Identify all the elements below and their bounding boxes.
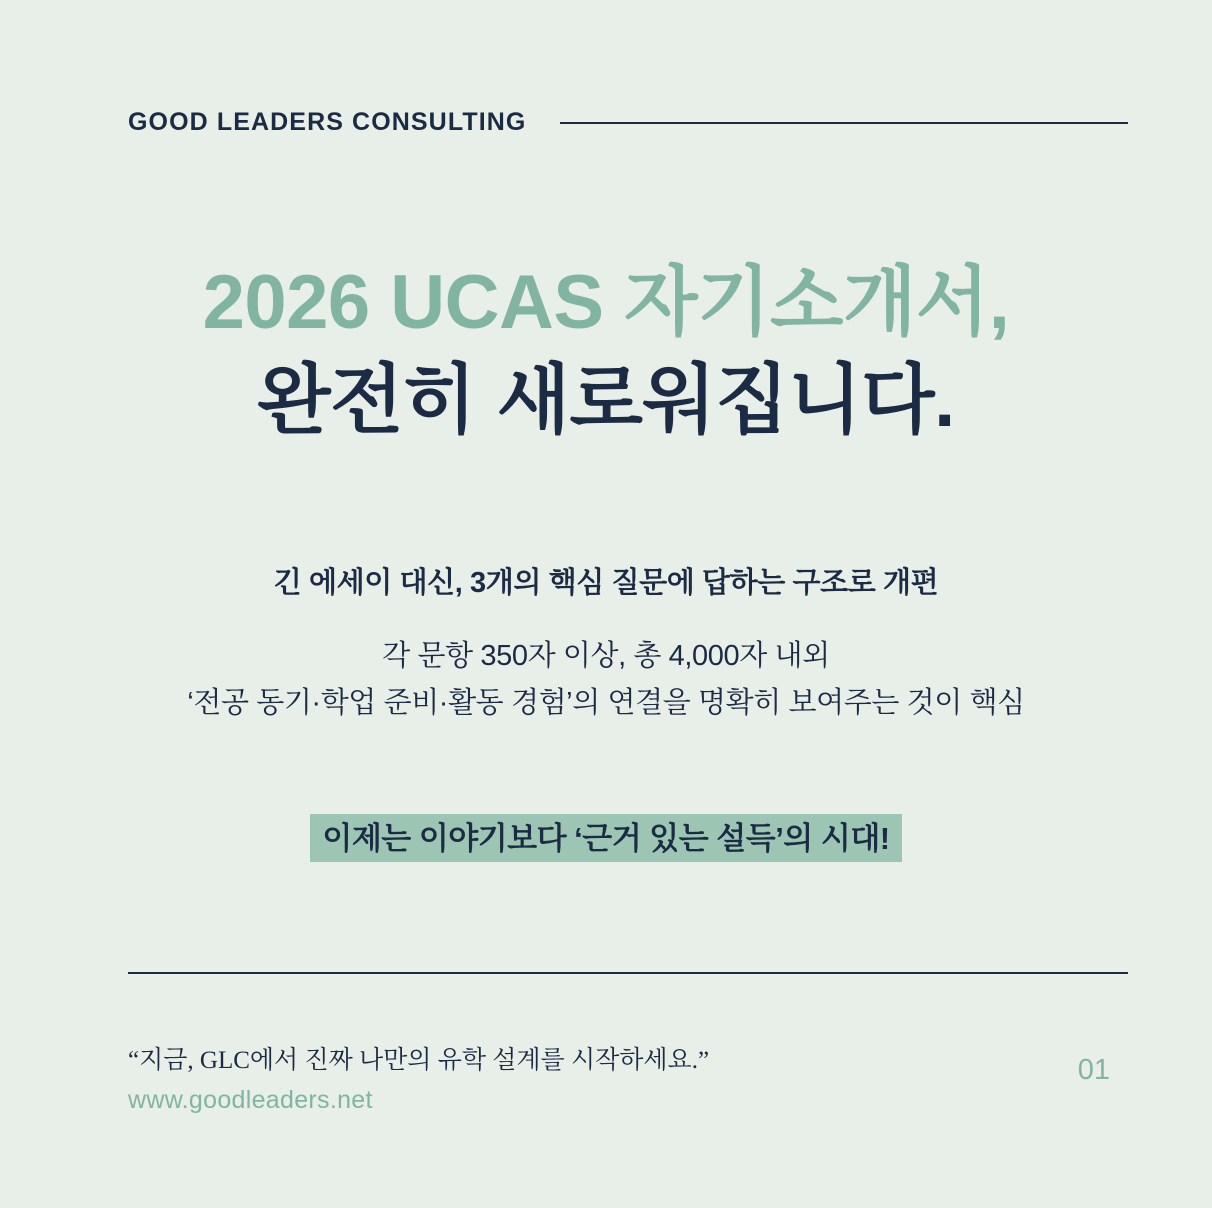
header-divider xyxy=(560,122,1128,124)
title-line-2: 완전히 새로워집니다. xyxy=(257,357,955,443)
highlight-wrapper xyxy=(0,814,1212,863)
brand-name: GOOD LEADERS CONSULTING xyxy=(128,108,527,136)
footer-quote: “지금, GLC에서 진짜 나만의 유학 설계를 시작하세요.” xyxy=(128,1047,710,1074)
footer-left-group xyxy=(128,1040,709,1115)
detail-line-1: 각 문항 350자 이상, 총 4,000자 내외 xyxy=(382,640,830,672)
footer-website-url[interactable]: www.goodleaders.net xyxy=(128,1086,373,1114)
footer-divider xyxy=(128,972,1128,974)
highlight-text: 이제는 이야기보다 ‘근거 있는 설득’의 시대! xyxy=(310,814,901,863)
title-line-1: 2026 UCAS 자기소개서, xyxy=(202,260,1010,345)
body-block xyxy=(0,560,1212,862)
slide-header xyxy=(128,108,1128,137)
detail-line-2: ‘전공 동기·학업 준비·활동 경험’의 연결을 명확히 보여주는 것이 핵심 xyxy=(187,687,1025,720)
slide-footer xyxy=(128,1040,1128,1115)
page-number: 01 xyxy=(1077,1054,1110,1086)
lead-text: 긴 에세이 대신, 3개의 핵심 질문에 답하는 구조로 개편 xyxy=(273,567,939,599)
title-block xyxy=(0,258,1212,445)
